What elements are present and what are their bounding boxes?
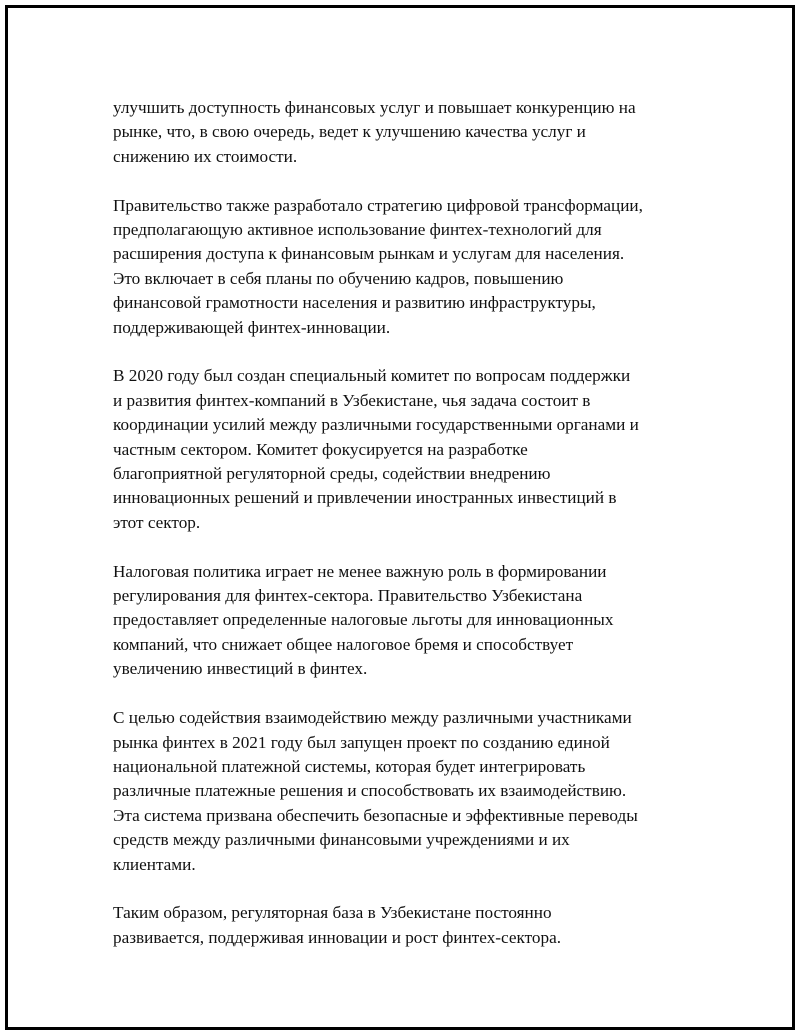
text-line: национальной платежной системы, которая будет интегрировать [113, 756, 586, 776]
text-line: этот сектор. [113, 512, 201, 532]
paragraph-tax-policy [113, 560, 693, 682]
paragraph-conclusion [113, 901, 693, 950]
text-line: регулирования для финтех-сектора. Правительство Узбекистана [113, 586, 583, 606]
text-line: средств между различными финансовыми учреждениями и их [113, 830, 570, 850]
text-line: развивается, поддерживая инновации и рост финтех-сектора. [113, 927, 562, 947]
paragraph-access [113, 96, 693, 169]
text-line: и развития финтех-компаний в Узбекистане, чья задача состоит в [113, 390, 591, 410]
text-line: Эта система призвана обеспечить безопасные и эффективные переводы [113, 805, 638, 825]
text-line: расширения доступа к финансовым рынкам и услугам для населения. [113, 244, 625, 264]
text-line: В 2020 году был создан специальный комитет по вопросам поддержки [113, 366, 631, 386]
text-line: клиентами. [113, 854, 196, 874]
text-line: предоставляет определенные налоговые льготы для инновационных [113, 610, 614, 630]
text-line: С целью содействия взаимодействию между различными участниками [113, 708, 632, 728]
paragraph-digital-strategy [113, 194, 693, 340]
text-line: различные платежные решения и способствовать их взаимодействию. [113, 781, 627, 801]
text-line: Таким образом, регуляторная база в Узбекистане постоянно [113, 903, 552, 923]
document-body [113, 96, 693, 975]
text-line: координации усилий между различными государственными органами и [113, 415, 639, 435]
text-line: улучшить доступность финансовых услуг и повышает конкуренцию на [113, 98, 636, 117]
text-line: предполагающую активное использование финтех-технологий для [113, 220, 602, 240]
paragraph-committee-2020 [113, 364, 693, 535]
text-line: Налоговая политика играет не менее важную роль в формировании [113, 561, 607, 581]
text-line: частным сектором. Комитет фокусируется на разработке [113, 439, 528, 459]
text-line: благоприятной регуляторной среды, содействии внедрению [113, 464, 551, 484]
text-line: Это включает в себя планы по обучению кадров, повышению [113, 268, 564, 288]
text-line: увеличению инвестиций в финтех. [113, 659, 368, 679]
text-line: Правительство также разработало стратегию цифровой трансформации, [113, 195, 643, 215]
text-line: рынке, что, в свою очередь, ведет к улучшению качества услуг и [113, 122, 586, 142]
text-line: снижению их стоимости. [113, 146, 298, 166]
text-line: инновационных решений и привлечении иностранных инвестиций в [113, 488, 617, 508]
text-line: компаний, что снижает общее налоговое бремя и способствует [113, 634, 574, 654]
paragraph-payment-system-2021 [113, 706, 693, 877]
text-line: финансовой грамотности населения и развитию инфраструктуры, [113, 293, 596, 313]
text-line: рынка финтех в 2021 году был запущен проект по созданию единой [113, 732, 610, 752]
text-line: поддерживающей финтех-инновации. [113, 317, 391, 337]
